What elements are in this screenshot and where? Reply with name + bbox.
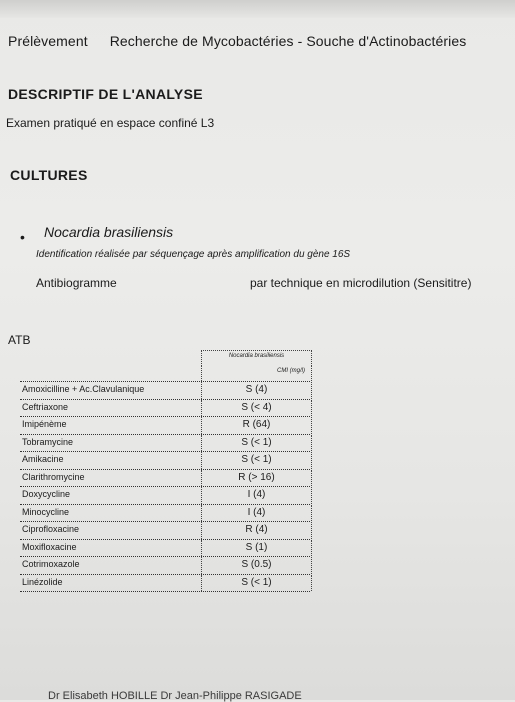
drug-result: S (1) [245,541,268,553]
drug-name: Ciprofloxacine [22,524,80,534]
drug-name: Moxifloxacine [22,541,77,552]
drug-result: R (64) [242,419,271,430]
table-row [20,452,310,470]
drug-name: Amoxicilline + Ac.Clavulanique [22,384,145,394]
table-row [20,400,310,418]
report-header [8,33,466,49]
bullet-icon: • [20,229,25,245]
susceptibility-table [20,350,310,588]
drug-result: I (4) [247,506,266,518]
organism-name: Nocardia brasiliensis [44,224,174,240]
column-organism: Nocardia brasiliensis [228,353,285,359]
column-unit: CMI (mg/l) [277,368,305,374]
antibiogram-technique: par technique en microdilution (Sensititre) [250,276,472,290]
drug-result: S (0.5) [241,559,272,570]
table-row [20,505,310,523]
table-row [20,575,310,593]
atb-heading: ATB [8,333,31,347]
table-row [20,487,310,505]
drug-result: R (4) [245,524,268,535]
drug-result: R (> 16) [238,471,275,483]
table-row [20,540,310,558]
table-header-organism [201,350,312,366]
antibiogram-label: Antibiogramme [36,276,117,290]
drug-name: Doxycycline [22,489,71,499]
drug-name: Cotrimoxazole [22,559,80,569]
table-row [20,470,310,488]
page-top-edge [0,0,515,18]
drug-name: Amikacine [22,454,64,464]
drug-name: Imipénème [22,419,67,429]
drug-name: Linézolide [22,576,63,587]
signature-line: Dr Elisabeth HOBILLE Dr Jean-Philippe RASIGADE [48,690,302,702]
table-rows [20,381,310,592]
drug-name: Tobramycine [22,436,74,447]
table-row [20,557,310,575]
descriptif-heading: DESCRIPTIF DE L'ANALYSE [8,86,203,102]
drug-result: S (4) [245,384,268,395]
drug-result: I (4) [247,489,266,500]
drug-name: Clarithromycine [22,471,85,482]
cultures-heading: CULTURES [10,167,88,183]
drug-result: S (< 4) [241,401,272,413]
prelevement-label: Prélèvement [8,33,88,49]
drug-name: Ceftriaxone [22,401,69,412]
table-row [20,417,310,435]
drug-name: Minocycline [22,506,70,517]
report-title: Recherche de Mycobactéries - Souche d'Actinobactéries [109,33,467,49]
table-header-unit [201,365,312,381]
identification-method: Identification réalisée par séquençage après amplification du gène 16S [36,249,351,260]
drug-result: S (< 1) [241,454,272,465]
drug-result: S (< 1) [241,436,272,448]
drug-result: S (< 1) [241,576,272,588]
table-row [20,435,310,453]
exam-description: Examen pratiqué en espace confiné L3 [6,116,215,130]
table-row [20,522,310,540]
table-row [20,381,310,400]
